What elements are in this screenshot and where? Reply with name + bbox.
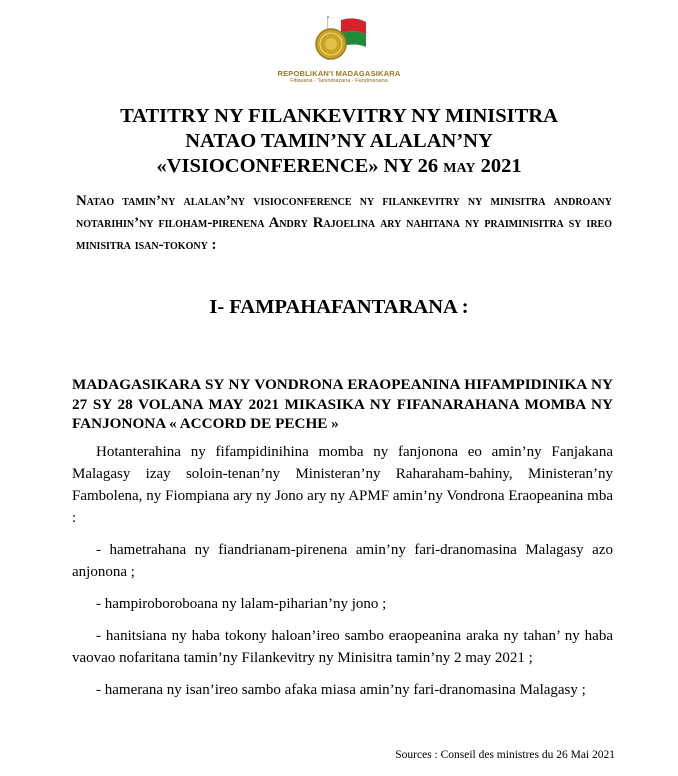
logo-country-name: REPOBLIKAN'I MADAGASIKARA	[277, 69, 401, 78]
section-title: I- FAMPAHAFANTARANA :	[209, 296, 469, 318]
list-item: - hametrahana ny fiandrianam-pirenena amin’ny fari-dranomasina Malagasy azo anjonona ;	[72, 542, 613, 580]
logo-motto: Fitiavana - Tanindrazana - Fandrosoana	[290, 78, 388, 84]
body-paragraph: Hotanterahina ny fifampidinihina momba ny fanjonona eo amin’ny Fanjakana Malagasy izay soloin-tenan’ny Ministeran’ny Raharaham-bahiny, Ministeran’ny Fambolena, ny Fiompiana ary ny Jono ary ny APMF amin’ny Vondrona Eraopeanina mba :	[72, 444, 613, 526]
list-item: - hanitsiana ny haba tokony haloan’ireo sambo eraopeanina araka ny tahan’ ny haba vaovao nofaritana tamin’ny Filankevitry ny Minisitra tamin’ny 2 may 2021 ;	[72, 628, 613, 666]
news-heading: MADAGASIKARA SY NY VONDRONA ERAOPEANINA HIFAMPIDINIKA NY 27 SY 28 VOLANA MAY 2021 MIKASIKA NY FIFANARAHANA MOMBA NY FANJONONA « ACCORD DE PECHE »	[72, 376, 613, 432]
seal-and-flag-icon	[304, 12, 374, 68]
title-line-3-pre: «VISIOCONFERENCE» NY 26	[156, 155, 444, 177]
intro-paragraph: Natao tamin’ny alalan’ny visioconference ny filankevitry ny minisitra androany notarihin’ny filoham-pirenena Andry Rajoelina ary nahitana ny praiminisitra sy ireo minisitra isan-tokony :	[76, 193, 612, 253]
source-note: Sources : Conseil des ministres du 26 Mai 2021	[395, 749, 615, 761]
document-title	[0, 104, 678, 179]
title-line-1: TATITRY NY FILANKEVITRY NY MINISITRA	[120, 105, 558, 127]
title-line-2: NATAO TAMIN’NY ALALAN’NY	[185, 130, 493, 152]
list-item: - hamerana ny isan’ireo sambo afaka miasa amin’ny fari-dranomasina Malagasy ;	[96, 682, 586, 698]
list-item: - hampiroboroboana ny lalam-piharian’ny jono ;	[96, 596, 387, 612]
body-text	[72, 441, 613, 711]
title-line-3	[0, 154, 678, 179]
republic-logo	[0, 12, 678, 84]
title-month: may	[443, 155, 476, 177]
title-year: 2021	[475, 155, 522, 177]
